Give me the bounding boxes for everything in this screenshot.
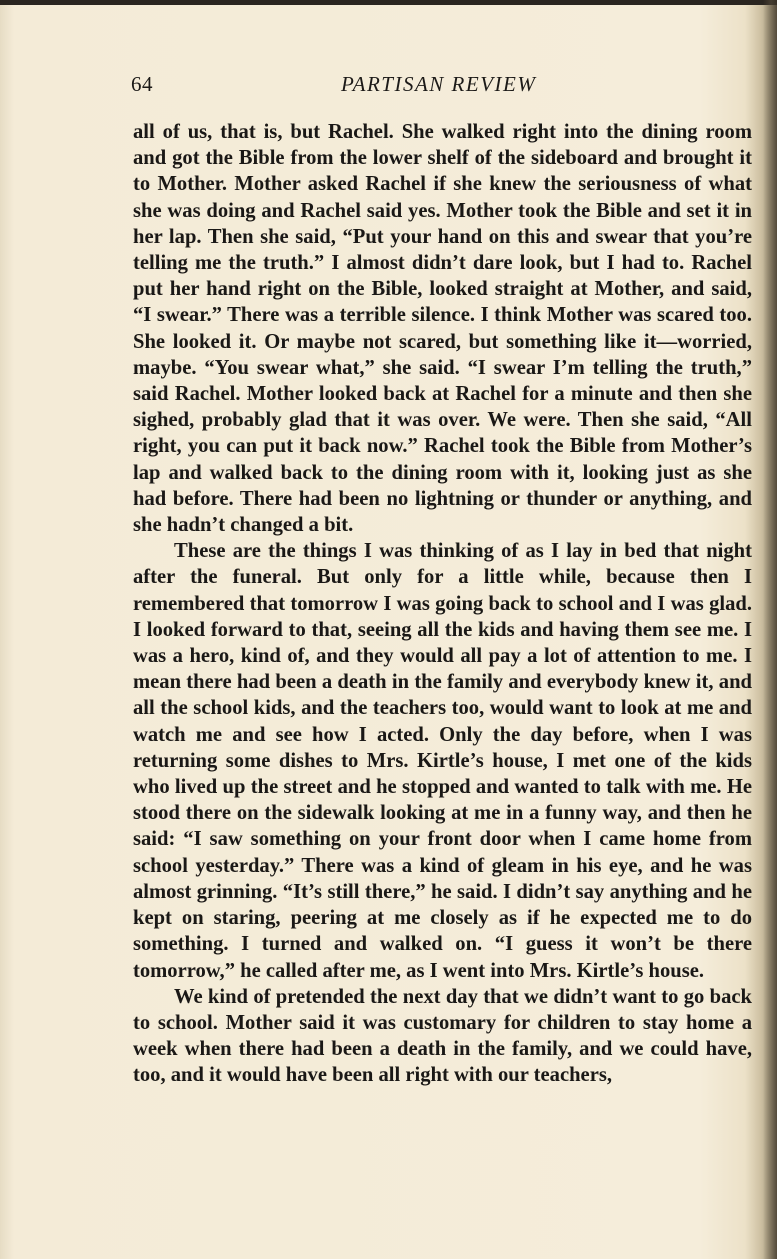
paragraph-1: all of us, that is, but Rachel. She walked right into the dining room and got the Bible from the lower shelf of the sideboard and brought it to Mother. Mother asked Rachel if she knew the seriousness of what she was doing and Rachel said yes. Mother took the Bible and set it in her lap. Then she said, “Put your hand on this and swear that you’re telling me the truth.” I almost didn’t dare look, but I had to. Rachel put her hand right on the Bible, looked straight at Mother, and said, “I swear.” There was a terrible silence. I think Mother was scared too. She looked it. Or maybe not scared, but something like it—worried, maybe. “You swear what,” she said. “I swear I’m telling the truth,” said Rachel. Mother looked back at Rachel for a minute and then she sighed, probably glad that it was over. We were. Then she said, “All right, you can put it back now.” Rachel took the Bible from Mother’s lap and walked back to the dining room with it, looking just as she had before. There had been no lightning or thunder or anything, and she hadn’t changed a bit. bbox=[133, 121, 752, 537]
running-head: PARTISAN REVIEW bbox=[341, 72, 537, 96]
page-number: 64 bbox=[131, 72, 153, 96]
page-header bbox=[131, 72, 751, 102]
body-text bbox=[133, 119, 752, 1089]
page-top-edge bbox=[0, 0, 777, 5]
paragraph-2: These are the things I was thinking of as I lay in bed that night after the funeral. But only for a little while, because then I remembered that tomorrow I was going back to school and I was glad. I looked forward to that, seeing all the kids and having them see me. I was a hero, kind of, and they would all pay a lot of attention to me. I mean there had been a death in the family and everybody knew it, and all the school kids, and the teachers too, would want to look at me and watch me and see how I acted. Only the day before, when I was returning some dishes to Mrs. Kirtle’s house, I met one of the kids who lived up the street and he stopped and wanted to talk with me. He stood there on the sidewalk looking at me in a funny way, and then he said: “I saw something on your front door when I came home from school yesterday.” There was a kind of gleam in his eye, and he was almost grinning. “It’s still there,” he said. I didn’t say anything and he kept on staring, peering at me closely as if he expected me to do something. I turned and walked on. “I guess it won’t be there tomorrow,” he called after me, as I went into Mrs. Kirtle’s house. bbox=[133, 540, 752, 982]
page-gutter-shadow bbox=[763, 0, 777, 1259]
paragraph-3: We kind of pretended the next day that we didn’t want to go back to school. Mother said it was customary for children to stay home a week when there had been a death in the family, and we could have, too, and it would have been all right with our teachers, bbox=[133, 985, 752, 1087]
